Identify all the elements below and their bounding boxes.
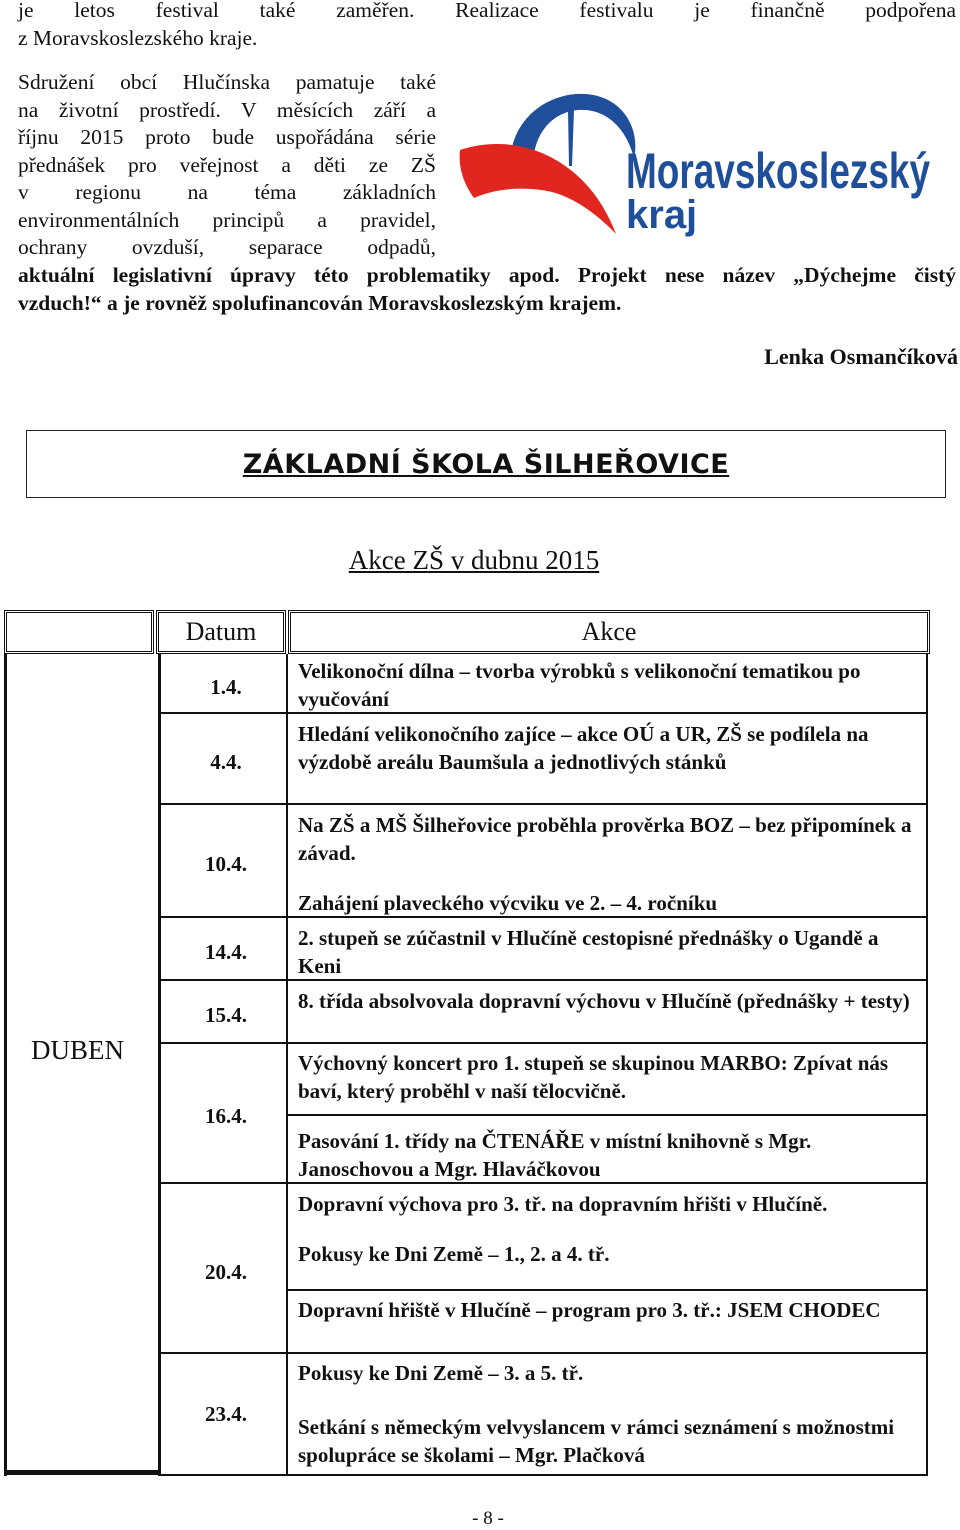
- event-entry: 8. třída absolvovala dopravní výchovu v Hlučíně (přednášky + testy): [298, 989, 910, 1013]
- event-entry: 2. stupeň se zúčastnil v Hlučíně cestopisné přednášky o Ugandě a Keni: [298, 926, 879, 978]
- event-entry: Pokusy ke Dni Země – 3. a 5. tř.: [298, 1361, 584, 1385]
- header-action-label: Akce: [581, 617, 637, 646]
- logo-red-swoosh: [460, 144, 616, 234]
- logo-word-1: Moravskoslezský: [626, 143, 931, 199]
- event-entry: Pasování 1. třídy na ČTENÁŘE v místní knihovně s Mgr. Janoschovou a Mgr. Hlaváčkovou: [298, 1129, 812, 1181]
- author-signature: Lenka Osmančíková: [764, 344, 958, 369]
- row-separator: [159, 1042, 928, 1044]
- header-month-cell: [4, 610, 154, 654]
- date-cell: 15.4.: [205, 1003, 247, 1027]
- school-banner: [26, 430, 946, 498]
- logo-word-2: kraj: [626, 193, 698, 237]
- date-cell: 10.4.: [205, 852, 247, 876]
- header-action-cell: [288, 610, 930, 654]
- event-entry: Dopravní hřiště v Hlučíně – program pro 3. tř.: JSEM CHODEC: [298, 1298, 881, 1322]
- logo-needle: [568, 110, 574, 166]
- school-title: ZÁKLADNÍ ŠKOLA ŠILHEŘOVICE: [242, 448, 730, 480]
- table-bottom-thick: [4, 1470, 161, 1475]
- intro-line-1: je letos festival také zaměřen. Realizace festivalu je finančně podpořena: [18, 0, 956, 22]
- row-separator: [159, 803, 928, 805]
- header-date-label: Datum: [185, 617, 257, 646]
- event-entry: Hledání velikonočního zajíce – akce OÚ a UR, ZŠ se podílela na výzdobě areálu Baumšula a jednotlivých stánků: [298, 722, 869, 774]
- sub-separator: [287, 1114, 928, 1116]
- event-entry: Na ZŠ a MŠ Šilheřovice proběhla prověrka BOZ – bez připomínek a závad.: [298, 813, 912, 865]
- env-line: Sdružení obcí Hlučínska pamatuje také: [18, 70, 436, 94]
- event-entry: Zahájení plaveckého výcviku ve 2. – 4. ročníku: [298, 891, 718, 915]
- event-entry: Velikonoční dílna – tvorba výrobků s velikonoční tematikou po vyučování: [298, 659, 861, 711]
- env-bold-line-1: aktuální legislativní úpravy této problematiky apod. Projekt nese název „Dýchejme čistý: [18, 263, 956, 287]
- moravskoslezsky-kraj-logo: [456, 88, 934, 240]
- row-separator: [159, 1352, 928, 1354]
- date-cell: 20.4.: [205, 1260, 247, 1284]
- date-cell: 1.4.: [210, 675, 242, 699]
- environment-paragraph-bold: [18, 262, 956, 317]
- intro-paragraph: [18, 0, 956, 52]
- environment-paragraph: [18, 69, 436, 262]
- date-cell: 4.4.: [210, 750, 242, 774]
- event-entry: Setkání s německým velvyslancem v rámci seznámení s možnostmi spolupráce se školami – Mgr. Plačková: [298, 1415, 895, 1467]
- date-cell: 16.4.: [205, 1104, 247, 1128]
- events-subtitle: Akce ZŠ v dubnu 2015: [348, 545, 600, 575]
- event-entry: Výchovný koncert pro 1. stupeň se skupinou MARBO: Zpívat nás baví, který proběhl v naší tělocvičně.: [298, 1051, 889, 1103]
- table-bottom: [159, 1474, 928, 1476]
- event-entry: Dopravní výchova pro 3. tř. na dopravním hřišti v Hlučíně.: [298, 1192, 828, 1216]
- event-entry: Pokusy ke Dni Země – 1., 2. a 4. tř.: [298, 1242, 610, 1266]
- month-label: DUBEN: [31, 1035, 124, 1065]
- env-bold-line-2: vzduch!“ a je rovněž spolufinancován Moravskoslezským krajem.: [18, 290, 622, 315]
- date-cell: 14.4.: [205, 940, 247, 964]
- date-cell: 23.4.: [205, 1402, 247, 1426]
- table-border-left: [4, 654, 7, 1476]
- sub-separator: [287, 1289, 928, 1291]
- intro-line-2: z Moravskoslezského kraje.: [18, 25, 258, 50]
- env-line: v regionu na téma základních: [18, 180, 436, 204]
- env-line: ochrany ovzduší, separace odpadů,: [18, 235, 436, 259]
- env-line: environmentálních principů a pravidel,: [18, 207, 436, 232]
- env-line: přednášek pro veřejnost a děti ze ZŠ: [18, 152, 436, 177]
- page-number: - 8 -: [472, 1508, 504, 1529]
- env-line: na životní prostředí. V měsících září a: [18, 97, 436, 122]
- header-date-cell: [156, 610, 286, 654]
- env-line: říjnu 2015 proto bude uspořádána série: [18, 125, 436, 149]
